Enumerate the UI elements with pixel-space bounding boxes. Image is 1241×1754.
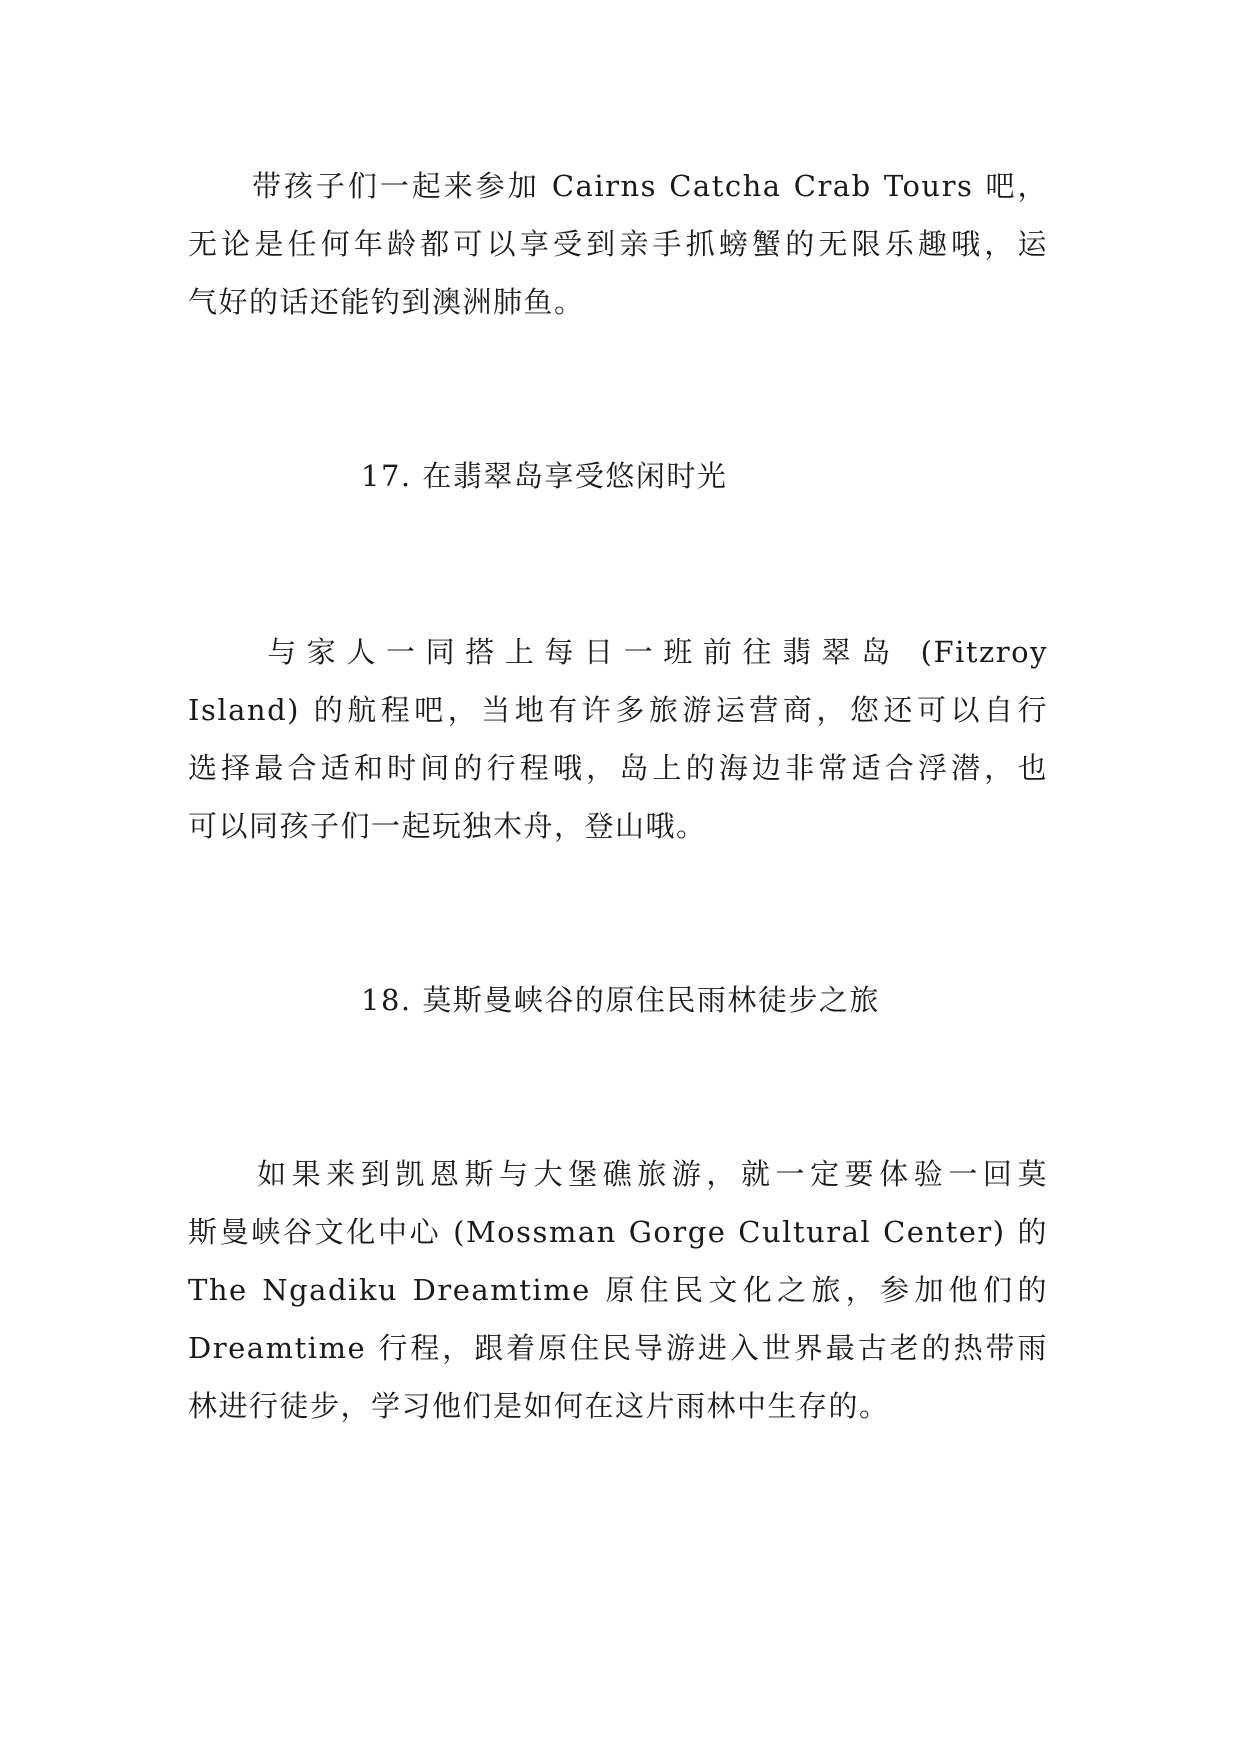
section-heading-18: 18. 莫斯曼峡谷的原住民雨林徒步之旅 xyxy=(300,983,880,1017)
paragraph-line: 如果来到凯恩斯与大堡礁旅游，就一定要体验一回莫 xyxy=(188,1157,1048,1191)
paragraph-line: 无论是任何年龄都可以享受到亲手抓螃蟹的无限乐趣哦，运 xyxy=(188,227,1048,261)
paragraph-mossman-gorge xyxy=(188,1145,1048,1435)
paragraph-line: 斯曼峡谷文化中心 (Mossman Gorge Cultural Center) 的 xyxy=(188,1215,1048,1249)
paragraph-line: Dreamtime 行程，跟着原住民导游进入世界最古老的热带雨 xyxy=(188,1331,1048,1365)
paragraph-crab-tours xyxy=(188,157,1048,331)
paragraph-line: 选择最合适和时间的行程哦，岛上的海边非常适合浮潜，也 xyxy=(188,751,1048,785)
paragraph-fitzroy-island xyxy=(188,623,1048,855)
paragraph-line: 气好的话还能钓到澳洲肺鱼。 xyxy=(188,285,585,319)
paragraph-line: 带孩子们一起来参加 Cairns Catcha Crab Tours 吧， xyxy=(188,169,1048,203)
paragraph-line: 林进行徒步，学习他们是如何在这片雨林中生存的。 xyxy=(188,1389,890,1423)
paragraph-line: 与家人一同搭上每日一班前往翡翠岛 (Fitzroy xyxy=(188,635,1048,669)
paragraph-line: Island) 的航程吧，当地有许多旅游运营商，您还可以自行 xyxy=(188,693,1048,727)
section-heading-17: 17. 在翡翠岛享受悠闲时光 xyxy=(300,459,728,493)
paragraph-line: 可以同孩子们一起玩独木舟，登山哦。 xyxy=(188,809,707,843)
paragraph-line: The Ngadiku Dreamtime 原住民文化之旅，参加他们的 xyxy=(188,1273,1048,1307)
